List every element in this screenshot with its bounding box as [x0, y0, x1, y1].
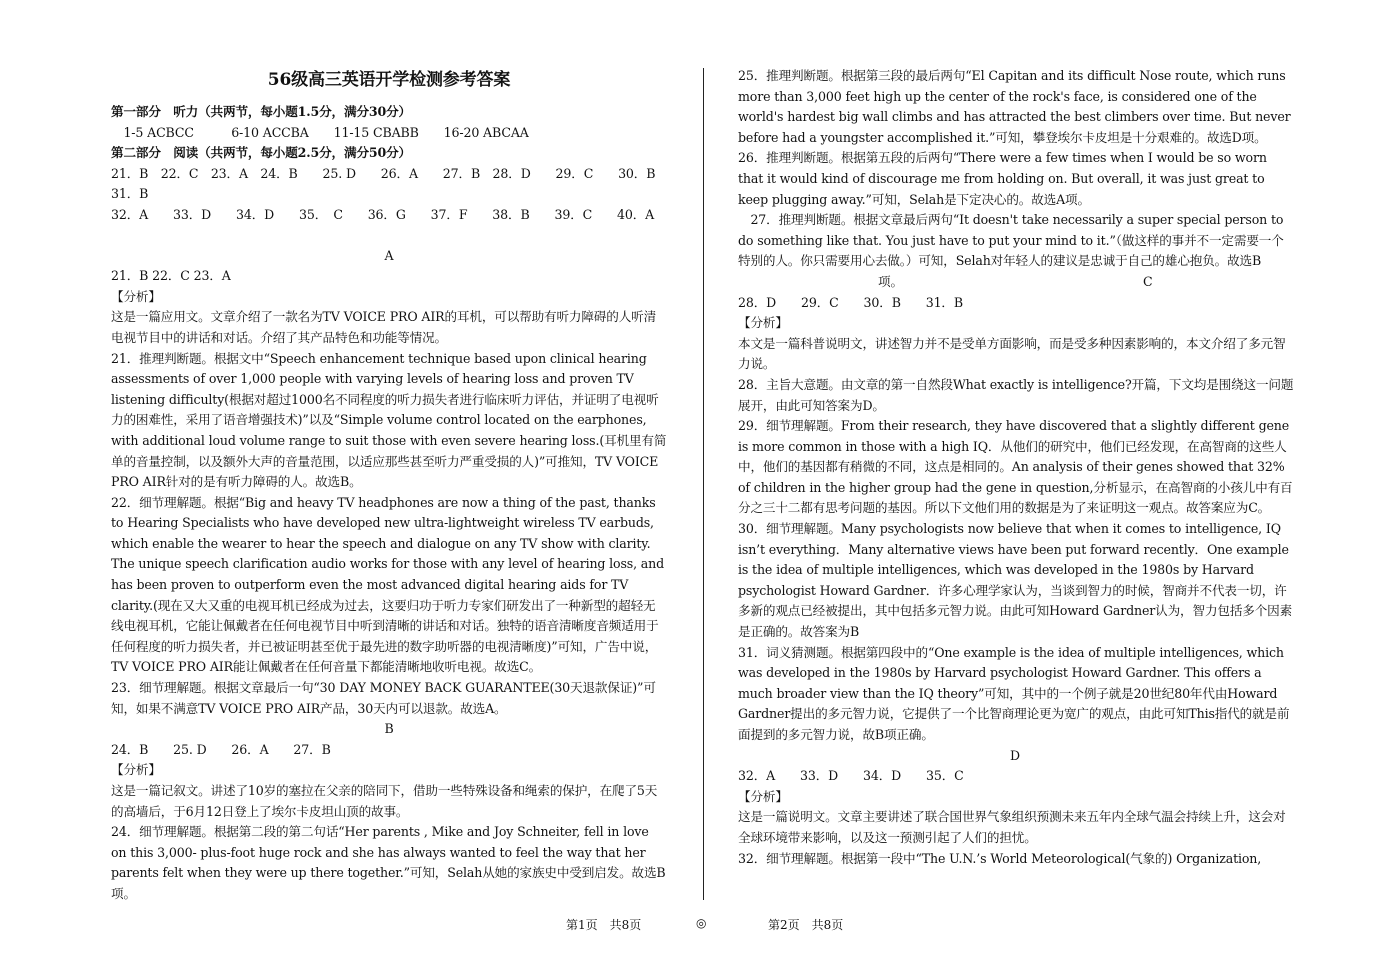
part1-heading: 第一部分 听力（共两节，每小题1.5分，满分30分） [111, 104, 412, 119]
footer-symbol: ◎ [696, 916, 707, 930]
question-30-explanation: 30．细节理解题。Many psychologists now believe that when it comes to intelligence, IQ isn’t everything．Many alternative views have been put forward recently．One example is the idea of multiple intelligences, which was developed in the 1980s by Harvard psychologist Howard Gardner．许多心理学家认为，当谈到智力的时候，智商并不代表一切，许多新的观点已经被提出，其中包括多元智力说。由此可知Howard Gardner认为，智力包括多个因素是正确的。故答案为B [738, 521, 1293, 640]
question-26-explanation: 26．推理判断题。根据第五段的后两句“There were a few times when I would be so worn that it would kind of discourage me from holding on. But overall, it was just great to keep plugging away.”可知，Selah是下定决心的。故选A项。 [738, 150, 1267, 207]
question-25-explanation: 25．推理判断题。根据第三段的最后两句“El Capitan and its difficult Nose route, which runs more than 3,000 feet high up the center of the rock's face, is considered one of the world's hardest big wall climbs and has attracted the best climbers over time. But never before had a youngster accomplished it.”可知，攀登埃尔卡皮坦是十分艰难的。故选D项。 [738, 68, 1291, 145]
column-divider [703, 68, 704, 900]
part2-heading: 第二部分 阅读（共两节，每小题2.5分，满分50分） [111, 145, 412, 161]
section-a-analysis-tag: 【分析】 [111, 288, 161, 304]
section-d-analysis-tag: 【分析】 [738, 788, 788, 804]
part2-answers-line3: 32．A 33．D 34．D 35． C 36．G 37．F 38．B 39．C 40．A [111, 206, 655, 222]
part2-answers-line2: 31．B [111, 186, 149, 202]
section-c-answers: 28．D 29．C 30．B 31．B [738, 294, 963, 310]
section-b-answers: 24．B 25. D 26．A 27．B [111, 741, 331, 757]
question-21-explanation: 21．推理判断题。根据文中“Speech enhancement technique based upon clinical hearing assessments of over 1,000 people with varying levels of hearing loss and proven TV listening difficulty(根据对超过1000名不同程度的听力损失者进行临床听力评估，并证明了电视听力的困难性，采用了语音增强技术)”以及“Simple volume control located on the earphones, with additional loud volume range to suit those with even severe hearing loss.(耳机里有简单的音量控制，以及额外大声的音量范围，以适应那些甚至听力严重受损的人)”可推知，TV VOICE PRO AIR针对的是有听力障碍的人。故选B。 [111, 350, 667, 490]
left-column [111, 60, 667, 905]
question-27-explanation: 27．推理判断题。根据文章最后两句“It doesn't take necessarily a super special person to do something like that. You just have to put your mind to it.”（做这样的事并不一定需要一个特别的人。你只需要用心去做。）可知，Selah对年轻人的建议是忠诚于自己的雄心抱负。故选B [738, 212, 1284, 269]
question-28-explanation: 28．主旨大意题。由文章的第一自然段What exactly is intelligence?开篇，下文均是围绕这一问题展开，由此可知答案为D。 [738, 376, 1294, 413]
part2-answers-line1: 21．B 22．C 23．A 24．B 25. D 26．A 27．B 28．D 29．C 30．B [111, 165, 656, 181]
section-a-answers: 21．B 22．C 23．A [111, 268, 231, 284]
question-32-explanation: 32．细节理解题。根据第一段中“The U.N.’s World Meteorological(气象的) Organization, [738, 850, 1262, 866]
section-b-label: B [384, 721, 394, 737]
page-title: 56级高三英语开学检测参考答案 [267, 70, 511, 90]
section-d-label: D [1010, 747, 1020, 763]
section-c-analysis-tag: 【分析】 [738, 315, 788, 331]
part1-answers: 1-5 ACBCC 6-10 ACCBA 11-15 CBABB 16-20 ABCAA [111, 124, 529, 140]
footer-page-2: 第2页 共8页 [768, 918, 844, 932]
footer-page-1: 第1页 共8页 [566, 918, 642, 932]
section-c-analysis: 本文是一篇科普说明文，讲述智力并不是受单方面影响，而是受多种因素影响的，本文介绍了多元智力说。 [738, 335, 1286, 372]
section-d-analysis: 这是一篇说明文。文章主要讲述了联合国世界气象组织预测未来五年内全球气温会持续上升，这会对全球环境带来影响，以及这一预测引起了人们的担忧。 [738, 809, 1286, 845]
question-24-explanation: 24．细节理解题。根据第二段的第二句话“Her parents , Mike and Joy Schneiter, fell in love on this 3,000- plus-foot huge rock and she has always wanted to feel the way that her parents felt when they were up there together.”可知，Selah从她的家族史中受到启发。故选B项。 [111, 824, 666, 901]
section-d-answers: 32．A 33．D 34．D 35．C [738, 768, 964, 784]
section-a-analysis: 这是一篇应用文。文章介绍了一款名为TV VOICE PRO AIR的耳机，可以帮助有听力障碍的人听清电视节目中的讲话和对话。介绍了其产品特色和功能等情况。 [111, 309, 657, 345]
question-29-explanation: 29．细节理解题。From their research, they have discovered that a slightly different gene is more common in those with a high IQ．从他们的研究中，他们已经发现，在高智商的这些人中，他们的基因都有稍微的不同，这点是相同的。An analysis of their genes showed that 32% of children in the higher group had the gene in question,分析显示，在高智商的小孩儿中有百分之三十二都有思考问题的基因。所以下文他们用的数据是为了来证明这一观点。故答案应为C。 [738, 418, 1293, 516]
section-c-label: C [1143, 273, 1153, 289]
section-b-analysis-tag: 【分析】 [111, 762, 161, 778]
question-31-explanation: 31．词义猜测题。根据第四段中的“One example is the idea of multiple intelligences, which was developed in the 1980s by Harvard psychologist Howard Gardner. This offers a much broader view than the IQ theory”可知，其中的一个例子就是20世纪80年代由Howard Gardner提出的多元智力说，它提供了一个比智商理论更为宽广的观点，由此可知This指代的就是前面提到的多元智力说，故B项正确。 [738, 644, 1290, 742]
question-27-tail: 项。 [878, 273, 903, 289]
question-23-explanation: 23．细节理解题。根据文章最后一句“30 DAY MONEY BACK GUARANTEE(30天退款保证)”可知，如果不满意TV VOICE PRO AIR产品，30天内可以退款。故选A。 [111, 680, 656, 716]
section-c-label-line [738, 272, 1294, 293]
section-b-analysis: 这是一篇记叙文。讲述了10岁的塞拉在父亲的陪同下，借助一些特殊设备和绳索的保护，在爬了5天的高墙后，于6月12日登上了埃尔卡皮坦山顶的故事。 [111, 783, 658, 819]
question-22-explanation: 22．细节理解题。根据“Big and heavy TV headphones are now a thing of the past, thanks to Hearing Specialists who have developed new ultra-lightweight wireless TV earbuds, which enable the wearer to hear the speech and dialogue on any TV show with clarity. The unique speech clarification audio works for those with any level of hearing loss, and has been proven to outperform even the most advanced digital hearing aids for TV clarity.(现在又大又重的电视耳机已经成为过去，这要归功于听力专家们研发出了一种新型的超轻无线电视耳机，它能让佩戴者在任何电视节目中听到清晰的讲话和对话。独特的语音清晰度音频适用于任何程度的听力损失者，并已被证明甚至优于最先进的数字助听器的电视清晰度)”可知，广告中说，TV VOICE PRO AIR能让佩戴者在任何音量下都能清晰地收听电视。故选C。 [111, 494, 665, 675]
right-column [738, 66, 1294, 869]
section-a-label: A [384, 247, 394, 263]
